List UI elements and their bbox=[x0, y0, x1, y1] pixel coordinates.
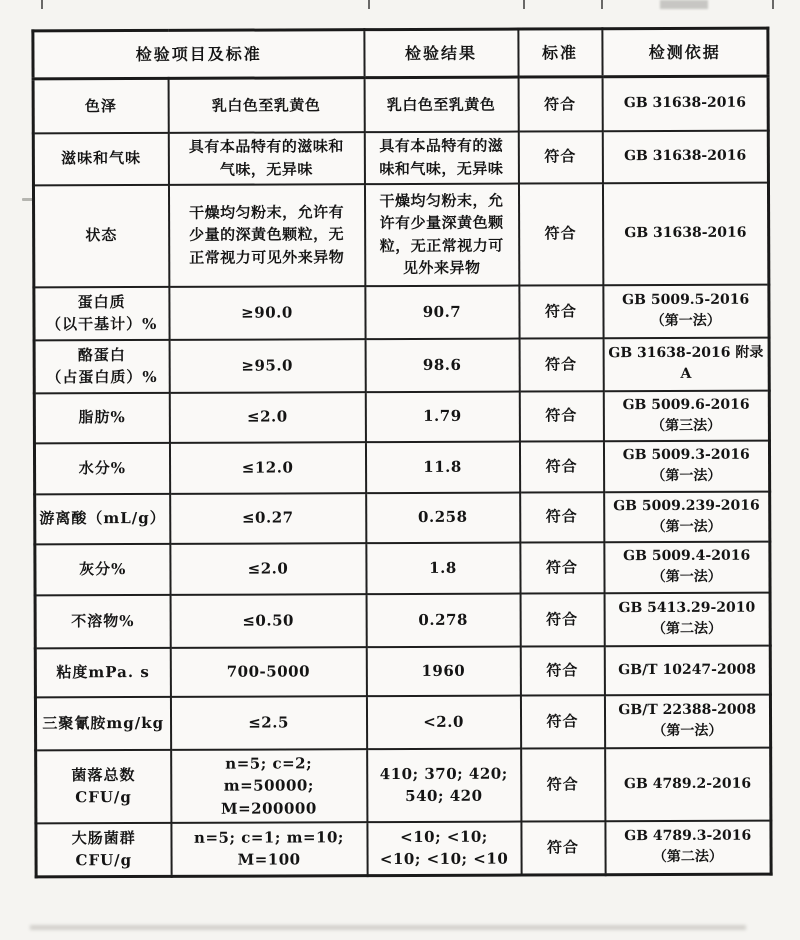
cell-basis: GB 5009.5-2016 （第一法） bbox=[603, 284, 769, 338]
cell-conformity: 符合 bbox=[519, 391, 603, 441]
cell-item: 蛋白质 （以干基计）% bbox=[34, 286, 169, 340]
cell-standard: ≤12.0 bbox=[169, 442, 365, 494]
cell-result: 0.258 bbox=[366, 492, 520, 543]
cell-standard: ≥90.0 bbox=[169, 286, 365, 340]
cell-standard: n=5; c=2; m=50000; M=200000 bbox=[171, 749, 367, 823]
cell-standard: ≤2.0 bbox=[170, 543, 366, 595]
cell-conformity: 符合 bbox=[520, 593, 604, 646]
cell-result: 干燥均匀粉末，允 许有少量深黄色颗 粒，无正常视力可 见外来异物 bbox=[364, 183, 518, 286]
cell-conformity: 符合 bbox=[519, 441, 603, 492]
cell-conformity: 符合 bbox=[518, 77, 602, 131]
cell-result: 1960 bbox=[366, 646, 520, 696]
cell-item: 游离酸（mL/g） bbox=[35, 493, 170, 544]
cell-standard: n=5; c=1; m=10; M=100 bbox=[171, 822, 367, 876]
cell-basis: GB 5413.29-2010 （第二法） bbox=[604, 592, 770, 646]
header-basis: 检测依据 bbox=[602, 28, 768, 77]
scan-artifact-line-stub bbox=[368, 0, 370, 9]
table-row bbox=[33, 76, 768, 133]
cell-basis: GB 5009.6-2016 （第三法） bbox=[603, 390, 769, 441]
scan-artifact-line-stub bbox=[601, 0, 603, 9]
cell-conformity: 符合 bbox=[520, 492, 604, 542]
cell-item: 不溶物% bbox=[35, 594, 170, 648]
cell-basis: GB 5009.3-2016 （第一法） bbox=[603, 440, 769, 492]
table-row bbox=[34, 284, 769, 340]
cell-result: <2.0 bbox=[366, 695, 520, 749]
cell-result: 98.6 bbox=[365, 338, 519, 392]
cell-conformity: 符合 bbox=[521, 748, 605, 822]
table-row bbox=[35, 491, 770, 544]
cell-basis: GB 5009.4-2016 （第一法） bbox=[604, 541, 770, 593]
header-item-and-standard: 检验项目及标准 bbox=[33, 30, 364, 79]
cell-basis: GB 31638-2016 附录A bbox=[603, 337, 769, 391]
cell-conformity: 符合 bbox=[520, 695, 604, 748]
table-row bbox=[33, 182, 768, 287]
cell-basis: GB/T 22388-2008 （第一法） bbox=[604, 694, 770, 748]
cell-result: 410; 370; 420; 540; 420 bbox=[367, 748, 521, 822]
table-header-row bbox=[33, 28, 768, 79]
cell-basis: GB 5009.239-2016 （第一法） bbox=[604, 491, 770, 542]
table-row bbox=[36, 821, 771, 877]
scan-artifact-line-stub bbox=[772, 0, 774, 9]
inspection-table bbox=[31, 27, 772, 878]
cell-result: 乳白色至乳黄色 bbox=[364, 77, 518, 132]
cell-item: 菌落总数 CFU/g bbox=[36, 749, 171, 823]
cell-result: 11.8 bbox=[365, 441, 519, 493]
table-row bbox=[34, 390, 769, 443]
table-row bbox=[34, 337, 769, 393]
cell-result: 90.7 bbox=[365, 285, 519, 339]
table-row bbox=[35, 645, 770, 697]
cell-basis: GB 4789.3-2016 （第二法） bbox=[605, 821, 771, 875]
cell-standard: ≤0.50 bbox=[170, 594, 366, 648]
cell-basis: GB 31638-2016 bbox=[602, 130, 768, 183]
cell-item: 三聚氰胺mg/kg bbox=[35, 696, 170, 750]
cell-item: 色泽 bbox=[33, 78, 168, 133]
cell-item: 状态 bbox=[33, 184, 168, 287]
cell-conformity: 符合 bbox=[519, 285, 603, 338]
cell-item: 水分% bbox=[34, 442, 169, 494]
cell-standard: 700-5000 bbox=[170, 647, 366, 697]
cell-standard: 乳白色至乳黄色 bbox=[168, 78, 364, 133]
header-conform: 标准 bbox=[518, 29, 602, 77]
scan-artifact-line-stub bbox=[523, 0, 525, 9]
cell-conformity: 符合 bbox=[518, 183, 602, 285]
cell-conformity: 符合 bbox=[520, 646, 604, 695]
cell-conformity: 符合 bbox=[520, 542, 604, 593]
cell-item: 灰分% bbox=[35, 543, 170, 595]
cell-standard: ≥95.0 bbox=[169, 339, 365, 393]
table-row bbox=[35, 694, 770, 750]
cell-basis: GB 31638-2016 bbox=[602, 182, 768, 285]
cell-conformity: 符合 bbox=[518, 131, 602, 183]
cell-item: 酪蛋白 （占蛋白质）% bbox=[34, 339, 169, 393]
cell-basis: GB 4789.2-2016 bbox=[605, 747, 771, 821]
cell-basis: GB/T 10247-2008 bbox=[604, 645, 770, 695]
cell-item: 大肠菌群 CFU/g bbox=[36, 823, 171, 877]
cell-result: 1.8 bbox=[366, 542, 520, 594]
cell-standard: 干燥均匀粉末，允许有 少量的深黄色颗粒，无 正常视力可见外来异物 bbox=[168, 184, 364, 287]
cell-item: 脂肪% bbox=[34, 392, 169, 443]
cell-result: <10; <10; <10; <10; <10 bbox=[367, 822, 521, 876]
header-result: 检验结果 bbox=[364, 29, 518, 78]
cell-standard: ≤2.5 bbox=[170, 696, 366, 750]
table-row bbox=[34, 440, 769, 494]
table-row bbox=[33, 130, 768, 185]
inspection-table-wrapper bbox=[33, 28, 771, 877]
cell-conformity: 符合 bbox=[521, 821, 605, 874]
cell-conformity: 符合 bbox=[519, 338, 603, 391]
table-row bbox=[35, 541, 770, 595]
scan-artifact-smudge bbox=[660, 0, 708, 9]
cell-result: 1.79 bbox=[365, 391, 519, 442]
scan-artifact-smudge bbox=[30, 925, 746, 930]
table-row bbox=[36, 747, 771, 823]
cell-standard: ≤0.27 bbox=[170, 493, 366, 544]
table-row bbox=[35, 592, 770, 648]
cell-standard: ≤2.0 bbox=[169, 392, 365, 443]
cell-item: 粘度mPa. s bbox=[35, 647, 170, 697]
cell-result: 0.278 bbox=[366, 593, 520, 647]
cell-result: 具有本品特有的滋 味和气味，无异味 bbox=[364, 131, 518, 184]
cell-basis: GB 31638-2016 bbox=[602, 76, 768, 131]
scan-artifact-line-stub bbox=[41, 0, 43, 9]
cell-standard: 具有本品特有的滋味和 气味，无异味 bbox=[168, 132, 364, 185]
cell-item: 滋味和气味 bbox=[33, 132, 168, 185]
